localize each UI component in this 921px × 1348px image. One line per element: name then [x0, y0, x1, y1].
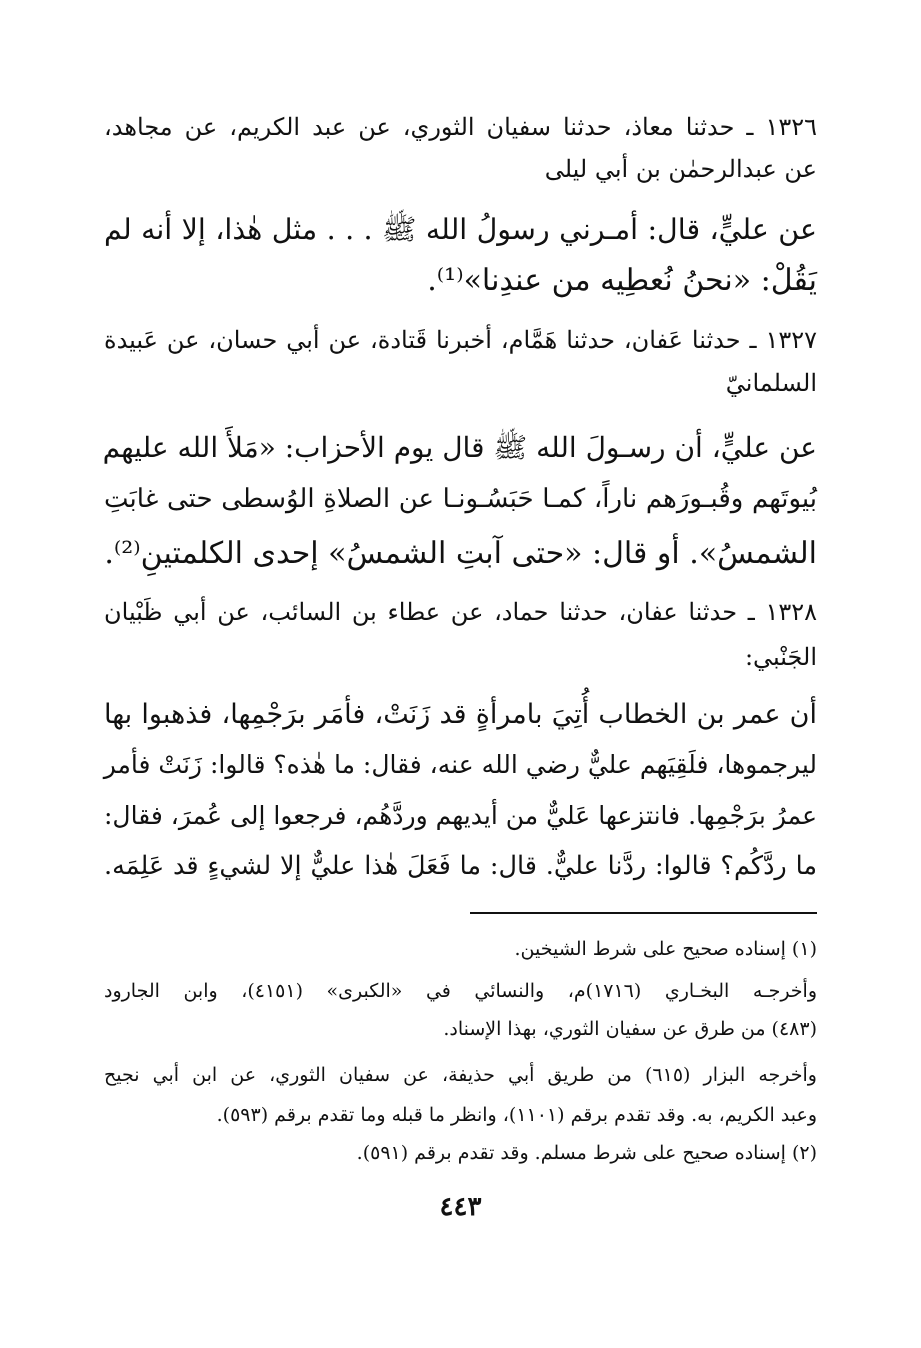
hadith-1328-matn-line-2: ليرجموها، فلَقِيَهم عليٌّ رضي الله عنه، فقال: ما هٰذه؟ قالوا: زَنَتْ فأمر — [103, 750, 817, 779]
footnote-1-line-3: (٤٨٣) من طرق عن سفيان الثوري، بهذا الإسناد. — [443, 1018, 817, 1040]
hadith-1326-isnad-line-1: ١٣٢٦ ـ حدثنا معاذ، حدثنا سفيان الثوري، عن عبد الكريم، عن مجاهد، — [104, 113, 817, 141]
footnote-1-line-1: (١) إسناده صحيح على شرط الشيخين. — [514, 938, 817, 960]
hadith-1327-matn-line-2: بُيوتَهم وقُبـورَهم ناراً، كمـا حَبَسُـونـا عن الصلاةِ الوُسطى حتى غابَتِ — [104, 484, 817, 514]
hadith-1326-matn-line-2: يَقُلْ: «نحنُ نُعطِيه من عندِنا»⁽¹⁾. — [427, 263, 817, 298]
hadith-1328-matn-line-1: أن عمر بن الخطاب أُتِيَ بامرأةٍ قد زَنَتْ، فأمَر برَجْمِها، فذهبوا بها — [104, 699, 817, 730]
hadith-1326-isnad-line-2: عن عبدالرحمٰن بن أبي ليلى — [544, 155, 817, 183]
hadith-1328-matn-line-4: ما ردَّكُم؟ قالوا: ردَّنا عليٌّ. قال: ما فَعَلَ هٰذا عليٌّ إلا لشيءٍ قد عَلِمَه. — [104, 851, 817, 881]
hadith-1327-isnad-line-2: السلمانيّ — [725, 369, 817, 397]
hadith-1328-isnad-line-1: ١٣٢٨ ـ حدثنا عفان، حدثنا حماد، عن عطاء بن السائب، عن أبي ظَبْيان — [104, 598, 817, 626]
hadith-1328-matn-line-3: عمرُ برَجْمِها. فانتزعها عَليٌّ من أيديهم وردَّهُم، فرجعوا إلى عُمرَ، فقال: — [104, 801, 817, 830]
hadith-1328-isnad-line-2: الجَنْبي: — [744, 643, 817, 671]
hadith-1327-matn-line-1: عن عليٍّ، أن رسـولَ الله ﷺ قال يوم الأحزاب: «مَلأَ الله عليهم — [102, 431, 817, 464]
footnote-separator — [470, 912, 817, 914]
hadith-1327-isnad-line-1: ١٣٢٧ ـ حدثنا عَفان، حدثنا هَمَّام، أخبرنا قَتادة، عن أبي حسان، عن عَبيدة — [104, 326, 817, 354]
footnote-1-line-2: وأخرجـه البخـاري (١٧١٦)م، والنسائي في «الكبرى» (٤١٥١)، وابن الجارود — [104, 980, 818, 1002]
hadith-1326-matn-line-1: عن عليٍّ، قال: أمـرني رسولُ الله ﷺ . . . مثل هٰذا، إلا أنه لم — [104, 213, 817, 246]
page-number: ٤٤٣ — [439, 1192, 482, 1222]
footnote-1-line-5: وعبد الكريم، به. وقد تقدم برقم (١١٠١)، وانظر ما قبله وما تقدم برقم (٥٩٣). — [216, 1104, 817, 1126]
footnote-1-line-4: وأخرجه البزار (٦١٥) من طريق أبي حذيفة، عن سفيان الثوري، عن ابن أبي نجيح — [104, 1064, 817, 1086]
footnote-2-line-1: (٢) إسناده صحيح على شرط مسلم. وقد تقدم برقم (٥٩١). — [356, 1142, 817, 1164]
hadith-1327-matn-line-3: الشمسُ». أو قال: «حتى آبتِ الشمسُ» إحدى الكلمتينِ⁽²⁾. — [104, 536, 817, 571]
